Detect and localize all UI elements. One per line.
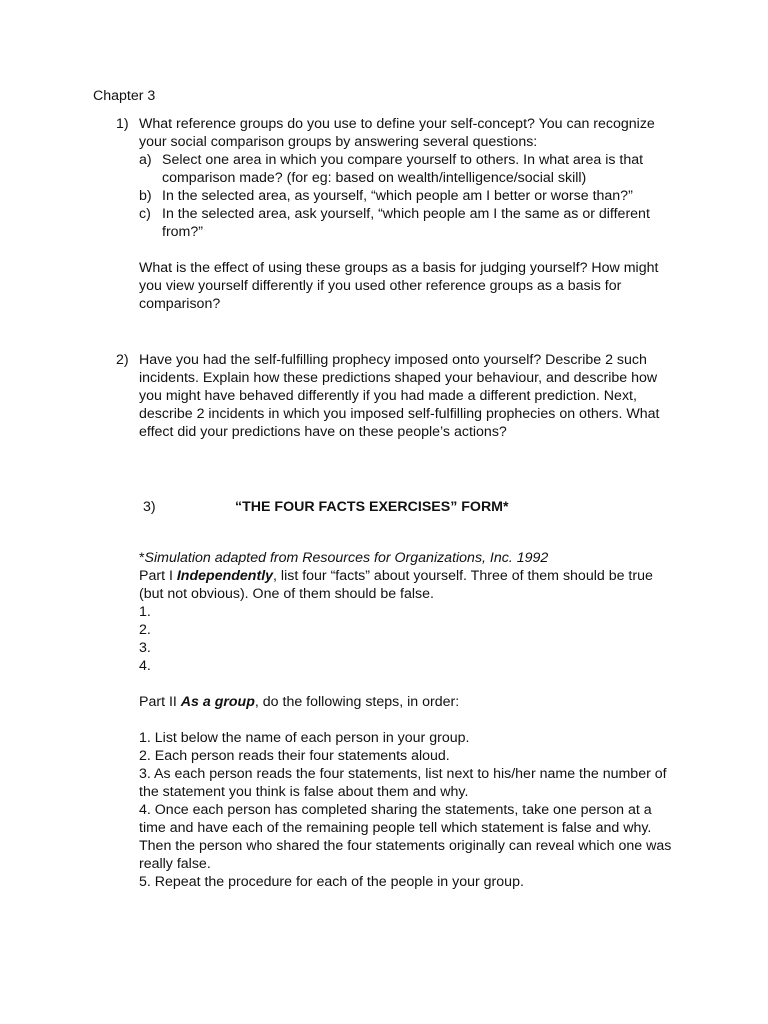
list-item-text: Select one area in which you compare yourself to others. In what area is that comparison made? (for eg: based on wealth/intelligence/social skill) (162, 152, 644, 186)
question-number: 2) (116, 352, 129, 368)
question-1 (116, 115, 676, 313)
simulation-note: Simulation adapted from Resources for Organizations, Inc. 1992 (144, 550, 549, 566)
part-2-label: Part II (139, 694, 181, 710)
list-item-text: In the selected area, as yourself, “which people am I better or worse than?” (162, 188, 633, 204)
exercise-body (139, 549, 679, 891)
part-2-emphasis: As a group (180, 694, 255, 710)
question-number: 1) (116, 116, 129, 132)
footnote-star: * (139, 550, 145, 566)
part-1-instructions (139, 567, 679, 603)
step-item: 4. Once each person has completed sharing the statements, take one person at a time and have each of the remaining people tell which statement is false and why. Then the person who shared the four statements originally can reveal which one was really false. (139, 802, 672, 872)
question-2 (116, 351, 676, 441)
list-item-text: In the selected area, ask yourself, “which people am I the same as or different from?” (162, 206, 650, 240)
part-1-text: , list four “facts” about yourself. Three of them should be true (but not obvious). One of them should be false. (139, 568, 653, 602)
simulation-credit (139, 549, 679, 567)
question-number: 3) (143, 499, 156, 515)
list-item-label: b) (139, 188, 152, 204)
step-item: 3. As each person reads the four statements, list next to his/her name the number of the statement you think is false about them and why. (139, 766, 667, 800)
list-item (139, 151, 676, 187)
step-item: 5. Repeat the procedure for each of the people in your group. (139, 874, 524, 890)
step-item: 2. Each person reads their four statements aloud. (139, 748, 450, 764)
question-1-intro: What reference groups do you use to define your self-concept? You can recognize your social comparison groups by answering several questions: (139, 116, 655, 150)
step-item: 1. List below the name of each person in your group. (139, 730, 470, 746)
question-1-followup: What is the effect of using these groups as a basis for judging yourself? How might you view yourself differently if you used other reference groups as a basis for comparison? (139, 260, 659, 312)
blank-item: 4. (139, 658, 151, 674)
part-2-instructions (139, 693, 679, 711)
exercise-title: “THE FOUR FACTS EXERCISES” FORM* (235, 499, 509, 515)
blank-item: 2. (139, 622, 151, 638)
list-item-label: a) (139, 152, 152, 168)
list-item (139, 187, 676, 205)
part-1-emphasis: Independently (176, 568, 274, 584)
part-1-label: Part I (139, 568, 177, 584)
list-item-label: c) (139, 206, 151, 222)
blank-item: 3. (139, 640, 151, 656)
question-2-text: Have you had the self-fulfilling prophecy imposed onto yourself? Describe 2 such incidents. Explain how these predictions shaped your behaviour, and describe how you might have behaved differently if you had made a different prediction. Next, describe 2 incidents in which you imposed self-fulfilling prophecies on others. What effect did your predictions have on these people’s actions? (139, 352, 660, 440)
part-2-text: , do the following steps, in order: (254, 694, 460, 710)
blank-item: 1. (139, 604, 151, 620)
chapter-heading: Chapter 3 (93, 88, 156, 104)
list-item (139, 205, 676, 241)
